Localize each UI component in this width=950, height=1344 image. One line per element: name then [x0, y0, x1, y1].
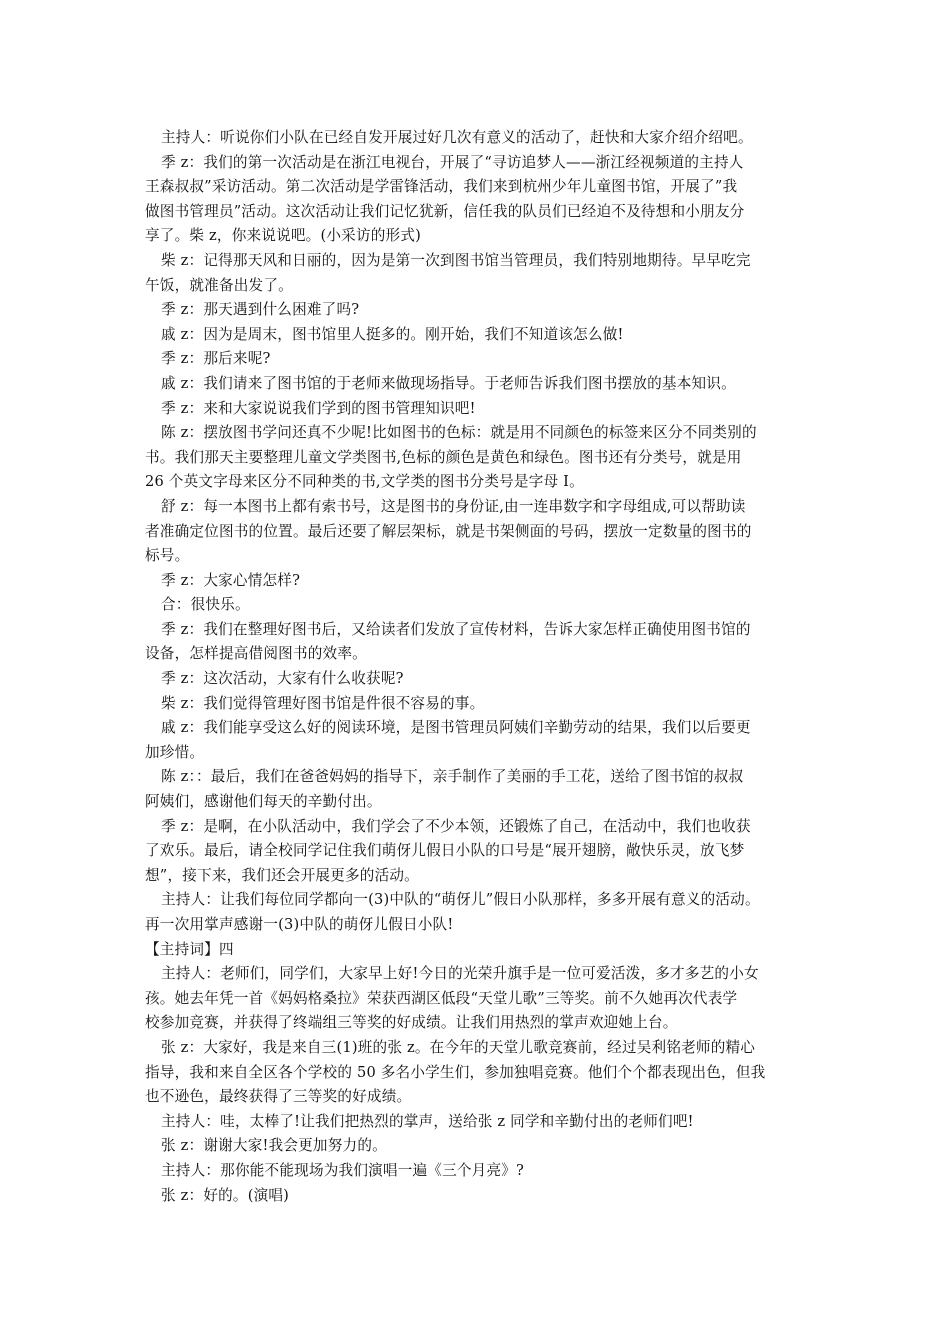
text-line: 主持人：哇，太棒了!让我们把热烈的掌声，送给张 z 同学和辛勤付出的老师们吧!: [161, 1112, 694, 1130]
text-line: 主持人：老师们，同学们，大家早上好!今日的光荣升旗手是一位可爱活泼，多才多艺的小女: [161, 965, 759, 983]
text-line: 了欢乐。最后，请全校同学记住我们萌伢儿假日小队的口号是“展开翅膀，敞快乐灵，放飞梦: [145, 842, 745, 860]
text-line: 舒 z：每一本图书上都有索书号，这是图书的身份证,由一连串数字和字母组成,可以帮助读: [161, 497, 746, 515]
text-line: 张 z：大家好，我是来自三(1)班的张 z。在今年的天堂儿歌竞赛前，经过吴利铭老师的精心: [161, 1038, 756, 1056]
text-line: 戚 z：我们请来了图书馆的于老师来做现场指导。于老师告诉我们图书摆放的基本知识。: [161, 374, 736, 392]
text-line: 26 个英文字母来区分不同种类的书,文学类的图书分类号是字母 I。: [145, 473, 584, 491]
text-line: 季 z：那后来呢?: [161, 350, 271, 368]
text-line: 季 z：大家心情怎样?: [161, 571, 301, 589]
text-line: 加珍惜。: [145, 743, 205, 761]
text-line: 季 z：我们的第一次活动是在浙江电视台，开展了“寻访追梦人——浙江经视频道的主持人: [161, 153, 744, 171]
text-line: 校参加竞赛，并获得了终端组三等奖的好成绩。让我们用热烈的掌声欢迎她上台。: [145, 1014, 678, 1032]
text-line: 书。我们那天主要整理儿童文学类图书,色标的颜色是黄色和绿色。图书还有分类号，就是用: [145, 448, 742, 466]
text-line: 主持人：那你能不能现场为我们演唱一遍《三个月亮》?: [161, 1161, 525, 1179]
text-line: 柴 z：记得那天风和日丽的，因为是第一次到图书馆当管理员，我们特别地期待。早早吃完: [161, 251, 751, 269]
text-line: 主持人：让我们每位同学都向一(3)中队的“萌伢儿”假日小队那样，多多开展有意义的活动。: [161, 891, 760, 909]
text-line: 陈 z：摆放图书学问还真不少呢!比如图书的色标：就是用不同颜色的标签来区分不同类别的: [161, 424, 757, 442]
text-line: 季 z：那天遇到什么困难了吗?: [161, 301, 360, 319]
document-page: [145, 126, 835, 1208]
text-line: 再一次用掌声感谢一(3)中队的萌伢儿假日小队!: [145, 916, 454, 933]
text-line: 午饭，就准备出发了。: [145, 276, 293, 294]
text-line: 合：很快乐。: [161, 596, 250, 614]
text-line: 者准确定位图书的位置。最后还要了解层架标，就是书架侧面的号码，摆放一定数量的图书的: [145, 522, 752, 540]
text-line: 戚 z：我们能享受这么好的阅读环境，是图书管理员阿姨们辛勤劳动的结果，我们以后要更: [161, 719, 751, 737]
text-line: 阿姨们，感谢他们每天的辛勤付出。: [145, 793, 382, 811]
text-line: 做图书管理员”活动。这次活动让我们记忆犹新，信任我的队员们已经迫不及待想和小朋友分: [145, 202, 745, 220]
text-line: 季 z：我们在整理好图书后，又给读者们发放了宣传材料，告诉大家怎样正确使用图书馆的: [161, 620, 751, 638]
text-line: 张 z：好的。(演唱): [161, 1186, 290, 1204]
text-line: 孩。她去年凭一首《妈妈格桑拉》荣获西湖区低段“天堂儿歌”三等奖。前不久她再次代表学: [145, 989, 738, 1007]
text-line: 设备，怎样提高借阅图书的效率。: [145, 645, 367, 663]
text-line: 陈 z：：最后，我们在爸爸妈妈的指导下，亲手制作了美丽的手工花，送给了图书馆的叔叔: [161, 768, 744, 786]
text-line: 季 z：来和大家说说我们学到的图书管理知识吧!: [161, 399, 476, 417]
text-line: 主持人：听说你们小队在已经自发开展过好几次有意义的活动了，赶快和大家介绍介绍吧。: [161, 129, 753, 146]
text-line: 季 z：是啊，在小队活动中，我们学会了不少本领，还锻炼了自己，在活动中，我们也收获: [161, 817, 751, 835]
text-line: 想”，接下来，我们还会开展更多的活动。: [145, 866, 419, 884]
text-line: 戚 z：因为是周末，图书馆里人挺多的。刚开始，我们不知道该怎么做!: [161, 325, 624, 343]
text-line: 张 z：谢谢大家!我会更加努力的。: [161, 1137, 387, 1155]
text-line: 王森叔叔”采访活动。第二次活动是学雷锋活动，我们来到杭州少年儿童图书馆，开展了”我: [145, 178, 738, 196]
text-line: 柴 z：我们觉得管理好图书馆是件很不容易的事。: [161, 694, 485, 712]
text-line: 季 z：这次活动，大家有什么收获呢?: [161, 670, 404, 688]
text-line: 享了。柴 z，你来说说吧。(小采访的形式): [145, 227, 422, 245]
text-line: 也不逊色，最终获得了三等奖的好成绩。: [145, 1088, 412, 1106]
text-line: 标号。: [145, 547, 190, 565]
section-heading: 【主持词】四: [145, 940, 234, 958]
text-line: 指导，我和来自全区各个学校的 50 多名小学生们，参加独唱竞赛。他们个个都表现出色，但我: [145, 1063, 766, 1081]
